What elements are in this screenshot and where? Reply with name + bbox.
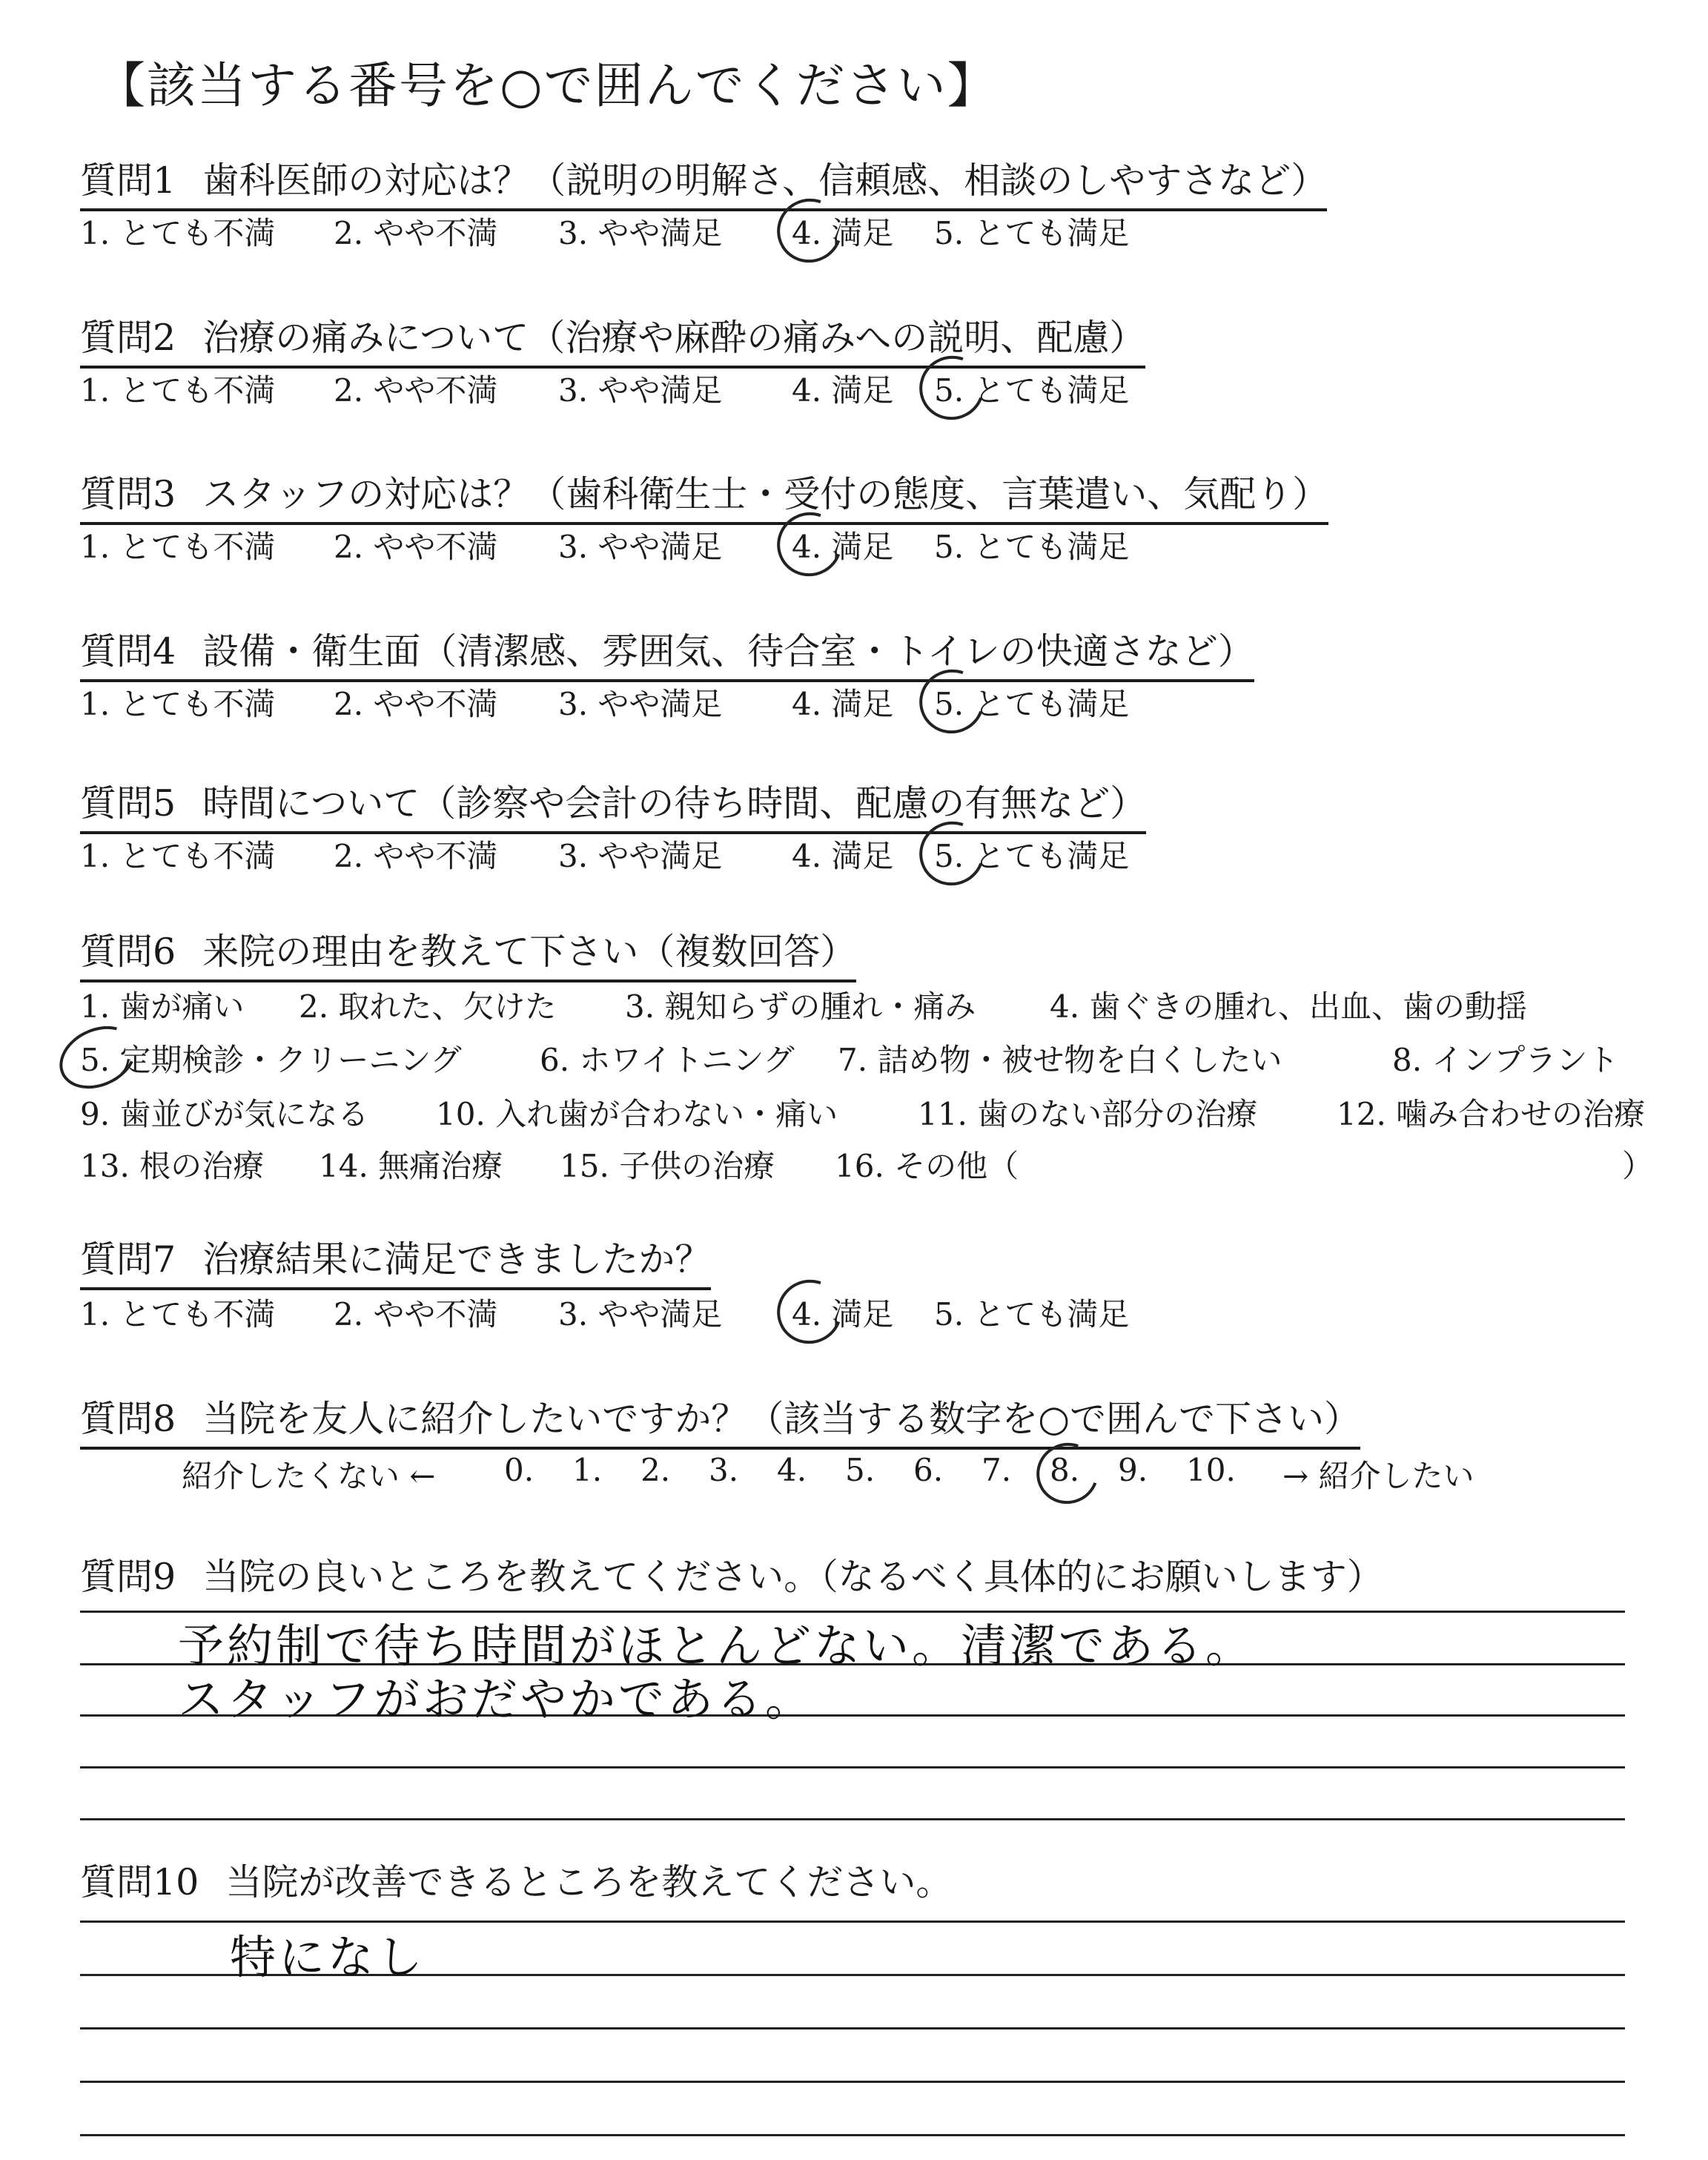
q2-option-3[interactable]: 3. やや満足: [558, 372, 723, 409]
q7-option-1[interactable]: 1. とても不満: [80, 1296, 276, 1332]
q2-options: [80, 366, 1192, 411]
q1-option-3[interactable]: 3. やや満足: [558, 215, 723, 251]
q6-option[interactable]: 5. 定期検診・クリーニング: [80, 1042, 462, 1078]
q3-option-3[interactable]: 3. やや満足: [558, 529, 723, 565]
q8-number-2[interactable]: 2.: [640, 1452, 671, 1488]
q8-number-9[interactable]: 9.: [1118, 1452, 1148, 1488]
answer-line: [80, 1766, 1625, 1768]
q3-label: 質問3: [80, 473, 176, 515]
q10-label: 質問10: [80, 1861, 199, 1903]
q5-label: 質問5: [80, 782, 176, 825]
q6-option[interactable]: 9. 歯並びが気になる: [80, 1096, 369, 1132]
q8-label: 質問8: [80, 1398, 176, 1440]
q6-option[interactable]: 2. 取れた、欠けた: [299, 988, 557, 1025]
q7-label: 質問7: [80, 1238, 176, 1281]
q6-title: [80, 923, 856, 982]
q6-option[interactable]: 3. 親知らずの腫れ・痛み: [625, 988, 976, 1025]
q8-number-8[interactable]: 8.: [1050, 1452, 1080, 1488]
q9-title: [80, 1548, 1383, 1605]
q8-number-6[interactable]: 6.: [913, 1452, 944, 1488]
q10-text: 当院が改善できるところを教えてください。: [225, 1861, 953, 1903]
q6-option[interactable]: 4. 歯ぐきの腫れ、出血、歯の動揺: [1050, 988, 1527, 1025]
q3-option-4[interactable]: 4. 満足: [792, 529, 894, 565]
q8-title: [80, 1390, 1360, 1450]
answer-line: [80, 2081, 1625, 2083]
q9-answer-line-1[interactable]: 予約制で待ち時間がほとんどない。清潔である。: [178, 1619, 1255, 1673]
q4-option-3[interactable]: 3. やや満足: [558, 686, 723, 722]
q5-option-3[interactable]: 3. やや満足: [558, 838, 723, 874]
q6-option-close: ）: [1622, 1148, 1654, 1184]
q3-title: [80, 466, 1328, 525]
q2-option-2[interactable]: 2. やや不満: [334, 372, 498, 409]
q1-option-4[interactable]: 4. 満足: [792, 215, 894, 251]
q5-option-5[interactable]: 5. とても満足: [934, 838, 1130, 874]
q6-option[interactable]: 15. 子供の治療: [560, 1148, 775, 1184]
q6-label: 質問6: [80, 931, 176, 973]
q8-number-3[interactable]: 3.: [709, 1452, 739, 1488]
q5-option-4[interactable]: 4. 満足: [792, 838, 894, 874]
q9-label: 質問9: [80, 1556, 176, 1598]
q10-answer-line-1[interactable]: 特になし: [230, 1930, 426, 1984]
q10-title: [80, 1854, 952, 1910]
q5-options: [80, 832, 1192, 876]
q8-number-10[interactable]: 10.: [1186, 1452, 1236, 1488]
answer-line: [80, 1818, 1625, 1820]
q1-option-2[interactable]: 2. やや不満: [334, 215, 498, 251]
q8-number-7[interactable]: 7.: [982, 1452, 1012, 1488]
q8-number-4[interactable]: 4.: [777, 1452, 807, 1488]
q3-option-2[interactable]: 2. やや不満: [334, 529, 498, 565]
q2-title: [80, 309, 1145, 369]
q5-title: [80, 775, 1146, 834]
q6-option[interactable]: 1. 歯が痛い: [80, 988, 245, 1025]
q7-title: [80, 1231, 711, 1290]
q2-option-5[interactable]: 5. とても満足: [934, 372, 1130, 409]
q6-selection-circle: [50, 1014, 147, 1100]
q3-text: スタッフの対応は？（歯科衛生士・受付の態度、言葉遣い、気配り）: [202, 473, 1329, 515]
q8-number-0[interactable]: 0.: [504, 1452, 534, 1488]
q6-option[interactable]: 6. ホワイトニング: [540, 1042, 795, 1078]
q6-option[interactable]: 7. 詰め物・被せ物を白くしたい: [838, 1042, 1282, 1078]
q1-label: 質問1: [80, 159, 176, 202]
q2-option-4[interactable]: 4. 満足: [792, 372, 894, 409]
q6-option[interactable]: 10. 入れ歯が合わない・痛い: [436, 1096, 838, 1132]
q6-option[interactable]: 13. 根の治療: [80, 1148, 265, 1184]
q5-option-1[interactable]: 1. とても不満: [80, 838, 276, 874]
q7-options: [80, 1290, 1192, 1335]
q6-option[interactable]: 14. 無痛治療: [319, 1148, 503, 1184]
q4-option-1[interactable]: 1. とても不満: [80, 686, 276, 722]
q1-title: [80, 152, 1327, 211]
q4-title: [80, 623, 1254, 682]
q2-text: 治療の痛みについて（治療や麻酔の痛みへの説明、配慮）: [202, 317, 1146, 359]
q7-selection-circle: [767, 1269, 853, 1354]
q8-number-1[interactable]: 1.: [572, 1452, 603, 1488]
q4-option-4[interactable]: 4. 満足: [792, 686, 894, 722]
q6-option[interactable]: 11. 歯のない部分の治療: [918, 1096, 1258, 1132]
q7-text: 治療結果に満足できましたか？: [202, 1238, 712, 1281]
q7-option-2[interactable]: 2. やや不満: [334, 1296, 498, 1332]
q6-text: 来院の理由を教えて下さい（複数回答）: [202, 931, 857, 973]
q8-left-label: 紹介したくない ←: [182, 1458, 436, 1494]
q2-option-1[interactable]: 1. とても不満: [80, 372, 276, 409]
q3-options: [80, 523, 1192, 567]
q7-option-3[interactable]: 3. やや満足: [558, 1296, 723, 1332]
q1-option-1[interactable]: 1. とても不満: [80, 215, 276, 251]
q7-option-5[interactable]: 5. とても満足: [934, 1296, 1130, 1332]
q8-number-5[interactable]: 5.: [845, 1452, 875, 1488]
q8-text: 当院を友人に紹介したいですか？（該当する数字を○で囲んで下さい）: [202, 1398, 1360, 1440]
q3-option-1[interactable]: 1. とても不満: [80, 529, 276, 565]
q9-text: 当院の良いところを教えてください。（なるべく具体的にお願いします）: [202, 1556, 1383, 1598]
q4-label: 質問4: [80, 630, 176, 673]
q6-option[interactable]: 8. インプラント: [1392, 1042, 1619, 1078]
answer-line: [80, 2134, 1625, 2136]
q3-option-5[interactable]: 5. とても満足: [934, 529, 1130, 565]
q5-text: 時間について（診察や会計の待ち時間、配慮の有無など）: [202, 782, 1147, 825]
q1-options: [80, 209, 1192, 254]
q4-text: 設備・衛生面（清潔感、雰囲気、待合室・トイレの快適さなど）: [202, 630, 1254, 673]
q8-scale: [182, 1452, 1590, 1496]
q4-option-5[interactable]: 5. とても満足: [934, 686, 1130, 722]
q5-option-2[interactable]: 2. やや不満: [334, 838, 498, 874]
page-title: 【該当する番号を○で囲んでください】: [96, 57, 998, 114]
q1-option-5[interactable]: 5. とても満足: [934, 215, 1130, 251]
q1-text: 歯科医師の対応は？（説明の明解さ、信頼感、相談のしやすさなど）: [202, 159, 1328, 202]
q6-option[interactable]: 12. 噛み合わせの治療: [1337, 1096, 1646, 1132]
q9-answer-line-2[interactable]: スタッフがおだやかである。: [178, 1672, 815, 1726]
q4-option-2[interactable]: 2. やや不満: [334, 686, 498, 722]
q7-option-4[interactable]: 4. 満足: [792, 1296, 894, 1332]
q6-option[interactable]: 16. その他（: [835, 1148, 1019, 1184]
q2-label: 質問2: [80, 317, 176, 359]
q4-options: [80, 680, 1192, 724]
answer-line: [80, 2027, 1625, 2029]
q8-right-label: → 紹介したい: [1282, 1458, 1474, 1494]
